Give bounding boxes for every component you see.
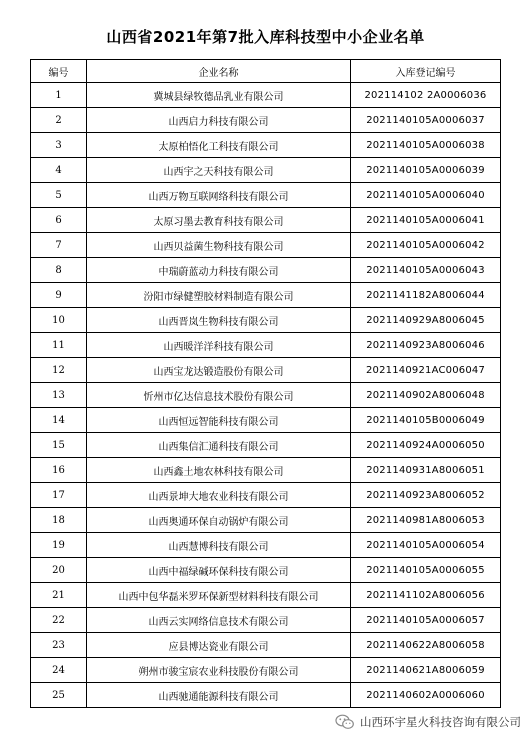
- table-row: [31, 258, 501, 283]
- row-number: 12: [31, 358, 87, 383]
- registration-number: 2021140902A8006048: [351, 383, 501, 408]
- row-number: 8: [31, 258, 87, 283]
- table-row: [31, 508, 501, 533]
- row-number: 25: [31, 683, 87, 708]
- row-number: 24: [31, 658, 87, 683]
- company-name: 山西中包华磊米罗环保新型材料科技有限公司: [87, 583, 351, 608]
- company-name: 山西宝龙达锻造股份有限公司: [87, 358, 351, 383]
- table-row: [31, 683, 501, 708]
- table-row: [31, 308, 501, 333]
- company-name: 中瑞蔚蓝动力科技有限公司: [87, 258, 351, 283]
- row-number: 11: [31, 333, 87, 358]
- registration-number: 2021140105A0006057: [351, 608, 501, 633]
- registration-number: 2021140931A8006051: [351, 458, 501, 483]
- company-name: 山西奥通环保自动锅炉有限公司: [87, 508, 351, 533]
- registration-number: 2021140602A0006060: [351, 683, 501, 708]
- registration-number: 2021140924A0006050: [351, 433, 501, 458]
- company-name: 汾阳市绿健塑胶材料制造有限公司: [87, 283, 351, 308]
- wechat-icon: [335, 714, 355, 730]
- company-name: 朔州市骏宝宸农业科技股份有限公司: [87, 658, 351, 683]
- row-number: 14: [31, 408, 87, 433]
- row-number: 2: [31, 108, 87, 133]
- registration-number: 2021140105A0006037: [351, 108, 501, 133]
- header-registration-number: 入库登记编号: [351, 60, 501, 83]
- row-number: 22: [31, 608, 87, 633]
- company-name: 山西恒远智能科技有限公司: [87, 408, 351, 433]
- table-row: [31, 583, 501, 608]
- table-header-row: [31, 60, 501, 83]
- page-title: 山西省2021年第7批入库科技型中小企业名单: [106, 28, 425, 46]
- table-row: [31, 658, 501, 683]
- registration-number: 2021140105A0006041: [351, 208, 501, 233]
- registration-number: 2021140105A0006042: [351, 233, 501, 258]
- header-company-name: 企业名称: [87, 60, 351, 83]
- company-name: 山西晋岚生物科技有限公司: [87, 308, 351, 333]
- watermark: [335, 714, 521, 730]
- registration-number: 2021140622A8006058: [351, 633, 501, 658]
- table-row: [31, 108, 501, 133]
- watermark-text: 山西环宇星火科技咨询有限公司: [360, 715, 521, 729]
- table-row: [31, 633, 501, 658]
- registration-number: 2021140105B0006049: [351, 408, 501, 433]
- table-row: [31, 608, 501, 633]
- enterprise-table: [30, 59, 501, 708]
- registration-number: 2021140923A8006052: [351, 483, 501, 508]
- row-number: 15: [31, 433, 87, 458]
- table-body: [31, 83, 501, 708]
- registration-number: 2021140105A0006038: [351, 133, 501, 158]
- row-number: 20: [31, 558, 87, 583]
- row-number: 9: [31, 283, 87, 308]
- company-name: 山西启力科技有限公司: [87, 108, 351, 133]
- row-number: 13: [31, 383, 87, 408]
- table-row: [31, 433, 501, 458]
- table-row: [31, 158, 501, 183]
- row-number: 10: [31, 308, 87, 333]
- table-row: [31, 383, 501, 408]
- company-name: 太原习墨去教育科技有限公司: [87, 208, 351, 233]
- company-name: 山西暖洋洋科技有限公司: [87, 333, 351, 358]
- row-number: 21: [31, 583, 87, 608]
- row-number: 4: [31, 158, 87, 183]
- registration-number: 2021141102A8006056: [351, 583, 501, 608]
- table-row: [31, 533, 501, 558]
- row-number: 23: [31, 633, 87, 658]
- table-row: [31, 83, 501, 108]
- table-row: [31, 233, 501, 258]
- row-number: 6: [31, 208, 87, 233]
- company-name: 冀城县绿牧德品乳业有限公司: [87, 83, 351, 108]
- company-name: 山西集信汇通科技有限公司: [87, 433, 351, 458]
- registration-number: 2021140923A8006046: [351, 333, 501, 358]
- company-name: 山西驰通能源科技有限公司: [87, 683, 351, 708]
- registration-number: 2021140105A0006039: [351, 158, 501, 183]
- row-number: 5: [31, 183, 87, 208]
- company-name: 应县博达瓷业有限公司: [87, 633, 351, 658]
- table-row: [31, 208, 501, 233]
- row-number: 3: [31, 133, 87, 158]
- registration-number: 2021140981A8006053: [351, 508, 501, 533]
- row-number: 16: [31, 458, 87, 483]
- table-row: [31, 483, 501, 508]
- company-name: 山西宇之天科技有限公司: [87, 158, 351, 183]
- registration-number: 2021140105A0006040: [351, 183, 501, 208]
- company-name: 忻州市亿达信息技术股份有限公司: [87, 383, 351, 408]
- table-row: [31, 458, 501, 483]
- row-number: 18: [31, 508, 87, 533]
- company-name: 山西中福绿碱环保科技有限公司: [87, 558, 351, 583]
- registration-number: 2021140621A8006059: [351, 658, 501, 683]
- table-row: [31, 358, 501, 383]
- row-number: 1: [31, 83, 87, 108]
- company-name: 太原柏悟化工科技有限公司: [87, 133, 351, 158]
- company-name: 山西景坤大地农业科技有限公司: [87, 483, 351, 508]
- company-name: 山西贝益菌生物科技有限公司: [87, 233, 351, 258]
- registration-number: 2021140105A0006043: [351, 258, 501, 283]
- table-row: [31, 408, 501, 433]
- registration-number: 2021140105A0006055: [351, 558, 501, 583]
- registration-number: 2021141182A8006044: [351, 283, 501, 308]
- header-number: 编号: [31, 60, 87, 83]
- table-row: [31, 183, 501, 208]
- registration-number: 2021140105A0006054: [351, 533, 501, 558]
- company-name: 山西万物互联网络科技有限公司: [87, 183, 351, 208]
- registration-number: 2021140921AC006047: [351, 358, 501, 383]
- registration-number: 2021140929A8006045: [351, 308, 501, 333]
- registration-number: 202114102 2A0006036: [351, 83, 501, 108]
- row-number: 7: [31, 233, 87, 258]
- row-number: 17: [31, 483, 87, 508]
- table-row: [31, 558, 501, 583]
- table-row: [31, 133, 501, 158]
- table-row: [31, 333, 501, 358]
- row-number: 19: [31, 533, 87, 558]
- company-name: 山西云实网络信息技术有限公司: [87, 608, 351, 633]
- table-row: [31, 283, 501, 308]
- company-name: 山西慧博科技有限公司: [87, 533, 351, 558]
- company-name: 山西鑫土地农林科技有限公司: [87, 458, 351, 483]
